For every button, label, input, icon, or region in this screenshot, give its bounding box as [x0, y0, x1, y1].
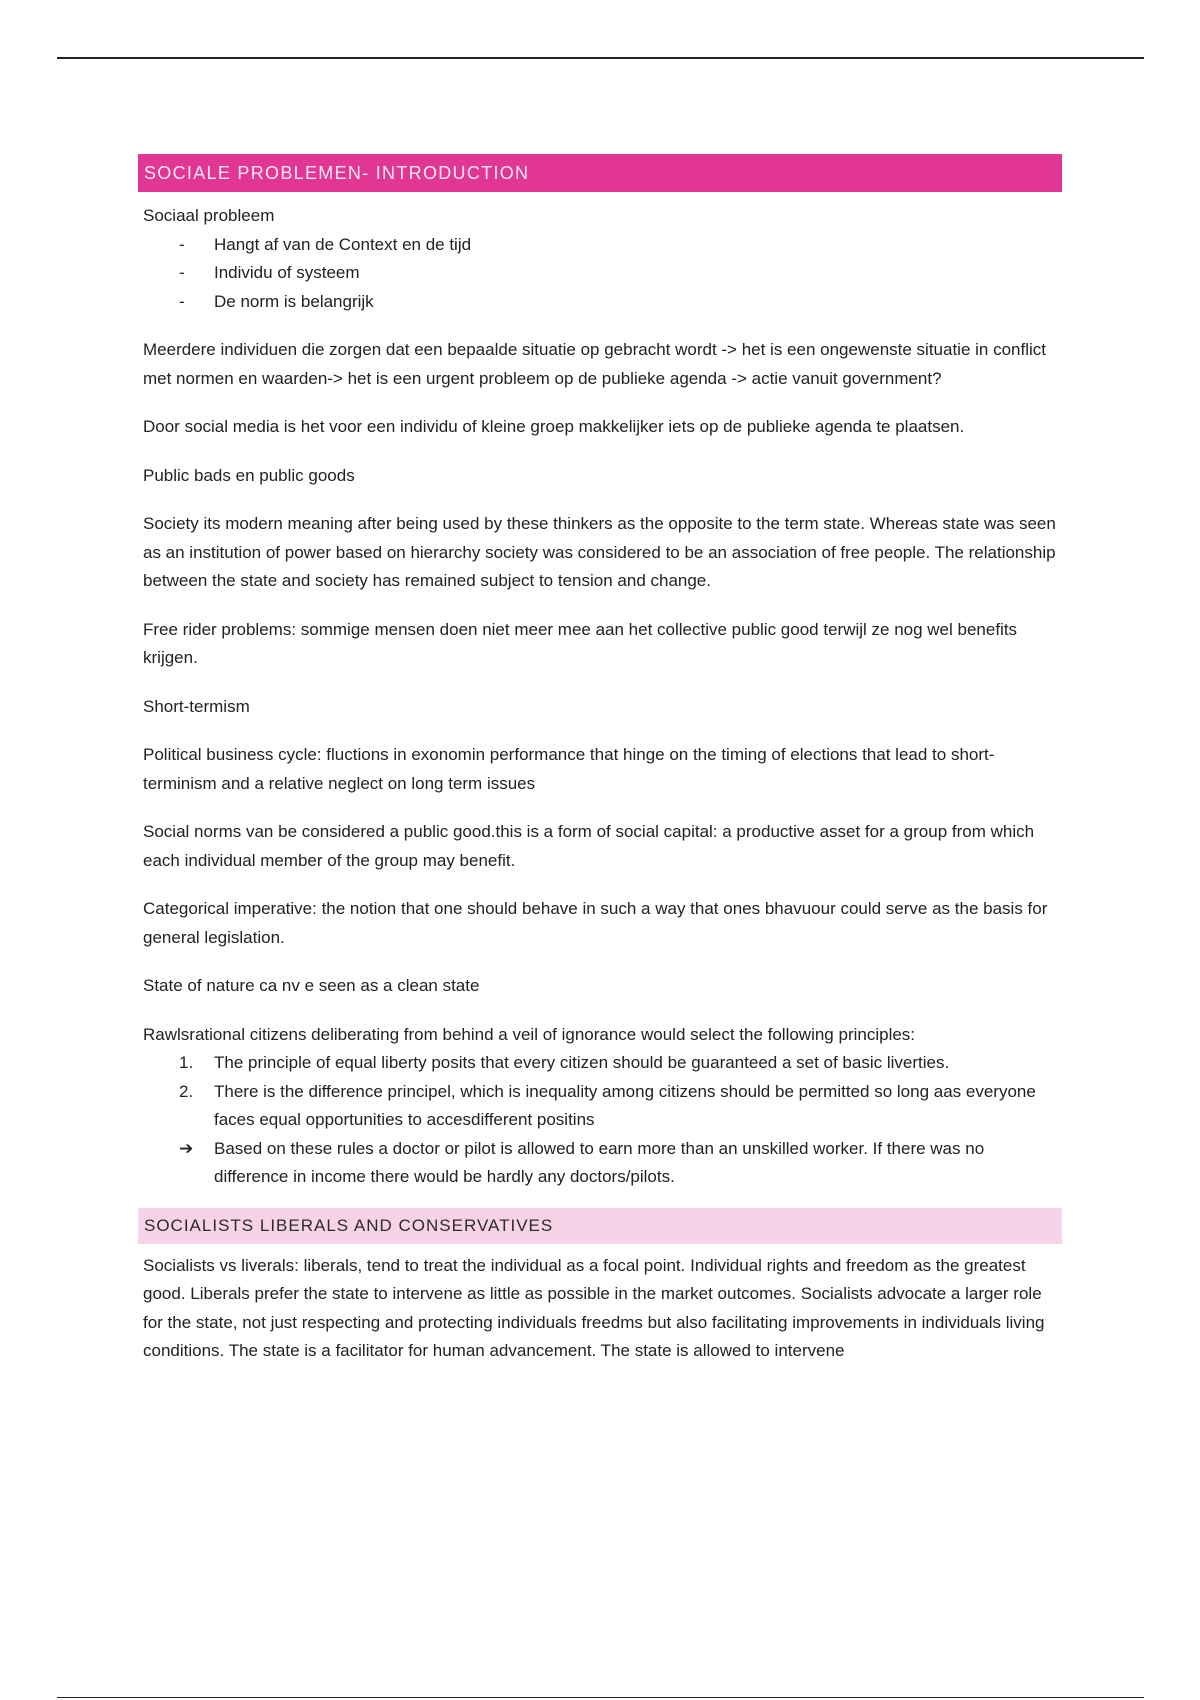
- section-heading-socialists: SOCIALISTS LIBERALS AND CONSERVATIVES: [138, 1208, 1062, 1244]
- paragraph: Door social media is het voor een individu of kleine groep makkelijker iets op de publieke agenda te plaatsen.: [143, 417, 965, 436]
- intro-text: Sociaal probleem: [143, 206, 275, 225]
- paragraph: Socialists vs liverals: liberals, tend to treat the individual as a focal point. Individual rights and freedom as the greatest good. Liberals prefer the state to intervene as little as possible in the market outcomes. Socialists advocate a larger role for the state, not just respecting and protecting individuals freedms but also facilitating improvements in individuals living conditions. The state is a facilitator for human advancement. The state is allowed to intervene: [143, 1255, 1045, 1360]
- paragraph: Free rider problems: sommige mensen doen niet meer mee aan het collective public good terwijl ze nog wel benefits krijgen.: [143, 619, 1018, 667]
- list-item: 2. There is the difference principel, which is inequality among citizens should be permitted so long aas everyone faces equal opportunities to accesdifferent positins: [179, 1081, 1036, 1129]
- paragraph: Rawlsrational citizens deliberating from behind a veil of ignorance would select the following principles:: [143, 1024, 916, 1044]
- paragraph: Categorical imperative: the notion that one should behave in such a way that ones bhavuour could serve as the basis for general legislation.: [143, 899, 1048, 947]
- list-item: 1. The principle of equal liberty posits that every citizen should be guaranteed a set of basic liverties.: [179, 1053, 950, 1072]
- list-item: ➔ Based on these rules a doctor or pilot is allowed to earn more than an unskilled worker. If there was no difference in income there would be hardly any doctors/pilots.: [138, 1135, 1062, 1192]
- list-item: - Individu of systeem: [138, 259, 1062, 288]
- paragraph: Short-termism: [143, 696, 250, 716]
- arrow-icon: ➔: [179, 1138, 194, 1158]
- paragraph: Society its modern meaning after being used by these thinkers as the opposite to the term state. Whereas state was seen as an institution of power based on hierarchy society was considered to be an association of free people. The relationship between the state and society has remained subject to tension and change.: [143, 514, 1056, 590]
- paragraph: Social norms van be considered a public good.this is a form of social capital: a productive asset for a group from which each individual member of the group may benefit.: [143, 822, 1035, 870]
- paragraph: Political business cycle: fluctions in exonomin performance that hinge on the timing of elections that lead to short-terminism and a relative neglect on long term issues: [143, 745, 995, 793]
- dash-bullet: -: [179, 234, 185, 254]
- top-rule: [57, 57, 1144, 59]
- section-heading-introduction: SOCIALE PROBLEMEN- INTRODUCTION: [138, 154, 1062, 192]
- arrow-list: [138, 1135, 1062, 1192]
- document-body: [138, 154, 1062, 1366]
- paragraph: State of nature ca nv e seen as a clean state: [143, 976, 480, 995]
- list-item: - De norm is belangrijk: [138, 288, 1062, 317]
- paragraph: Public bads en public goods: [143, 465, 355, 485]
- paragraph: Meerdere individuen die zorgen dat een bepaalde situatie op gebracht wordt -> het is een ongewenste situatie in conflict met normen en waarden-> het is een urgent probleem op de publieke agenda -> actie vanuit government?: [143, 340, 1047, 388]
- list-item: - Hangt af van de Context en de tijd: [138, 231, 1062, 260]
- bullet-list: [138, 231, 1062, 317]
- numbered-list: [138, 1049, 1062, 1135]
- bottom-rule: [57, 1697, 1144, 1698]
- dash-bullet: -: [179, 263, 185, 282]
- dash-bullet: -: [179, 291, 185, 311]
